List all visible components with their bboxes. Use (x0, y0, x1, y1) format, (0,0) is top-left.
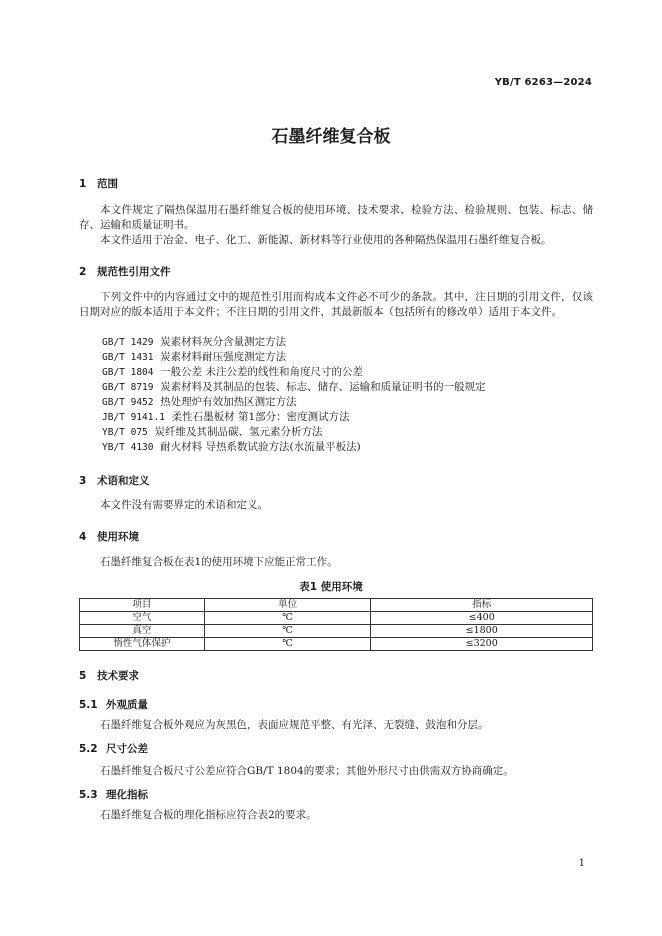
reference-name: 炭素材料耐压强度测定方法 (160, 351, 287, 363)
reference-name: 热处理炉有效加热区测定方法 (160, 396, 297, 408)
reference-code: GB/T 1804 (102, 367, 154, 378)
table-header-row (80, 599, 593, 612)
reference-code: YB/T 075 (102, 427, 148, 438)
subsection-title: 尺寸公差 (106, 743, 148, 755)
subsection-title: 理化指标 (106, 789, 148, 801)
paragraph: 本文件规定了隔热保温用石墨纤维复合板的使用环境、技术要求、检验方法、检验规则、包装、标志、储存、运输和质量证明书。 (79, 204, 593, 231)
reference-name: 炭纤维及其制品碳、氢元素分析方法 (154, 426, 323, 438)
section-title: 使用环境 (97, 531, 139, 543)
reference-code: GB/T 1431 (102, 352, 154, 363)
reference-name: 耐火材料 导热系数试验方法(水流量平板法) (160, 441, 361, 453)
paragraph: 石墨纤维复合板的理化指标应符合表2的要求。 (100, 809, 317, 821)
section-3-heading (79, 473, 150, 488)
reference-item (102, 425, 322, 440)
subsection-number: 5.2 (79, 743, 98, 755)
paragraph: 下列文件中的内容通过文中的规范性引用而构成本文件必不可少的条款。其中，注日期的引用文件，仅该日期对应的版本适用于本文件；不注日期的引用文件，其最新版本（包括所有的修改单）适用于本文件。 (79, 291, 593, 318)
section-number: 3 (79, 475, 87, 487)
section-number: 1 (79, 178, 87, 190)
table-cell: 空气 (80, 612, 205, 625)
page-title: 石墨纤维复合板 (271, 127, 391, 147)
paragraph: 本文件适用于冶金、电子、化工、新能源、新材料等行业使用的各种隔热保温用石墨纤维复合板。 (100, 234, 552, 246)
environment-table (79, 598, 593, 651)
section-number: 2 (79, 266, 87, 278)
section-title: 规范性引用文件 (97, 266, 171, 278)
table-cell: 惰性气体保护 (80, 638, 205, 651)
reference-item (102, 440, 361, 455)
section-title: 范围 (97, 178, 118, 190)
section-title: 术语和定义 (97, 475, 150, 487)
table-cell: ℃ (204, 625, 371, 638)
reference-item (102, 380, 486, 395)
section-2-heading (79, 264, 171, 279)
paragraph: 石墨纤维复合板尺寸公差应符合GB/T 1804的要求；其他外形尺寸由供需双方协商确定。 (100, 765, 514, 777)
reference-name: 一般公差 未注公差的线性和角度尺寸的公差 (160, 366, 364, 378)
table-header-cell: 指标 (371, 599, 593, 612)
reference-code: YB/T 4130 (102, 442, 154, 453)
paragraph: 本文件没有需要界定的术语和定义。 (100, 499, 268, 511)
section-number: 4 (79, 531, 87, 543)
subsection-title: 外观质量 (106, 699, 148, 711)
subsection-number: 5.3 (79, 789, 98, 801)
table-cell: ≤1800 (371, 625, 593, 638)
page-number: 1 (578, 858, 585, 869)
section-1-heading (79, 176, 118, 191)
reference-name: 柔性石墨板材 第1部分：密度测试方法 (171, 411, 350, 423)
table-row (80, 625, 593, 638)
table-header-cell: 项目 (80, 599, 205, 612)
table-caption: 表1 使用环境 (299, 581, 363, 593)
paragraph: 石墨纤维复合板外观应为灰黑色，表面应规范平整、有光泽、无裂缝、鼓泡和分层。 (100, 719, 489, 731)
table-header-cell: 单位 (204, 599, 371, 612)
subsection-5-3-heading (79, 787, 148, 802)
reference-item (102, 395, 297, 410)
table-cell: 真空 (80, 625, 205, 638)
subsection-number: 5.1 (79, 699, 98, 711)
reference-code: JB/T 9141.1 (102, 412, 165, 423)
section-number: 5 (79, 670, 87, 682)
table-cell: ≤400 (371, 612, 593, 625)
reference-item (102, 365, 363, 380)
subsection-5-1-heading (79, 697, 148, 712)
paragraph: 石墨纤维复合板在表1的使用环境下应能正常工作。 (100, 556, 338, 568)
reference-name: 炭素材料灰分含量测定方法 (160, 336, 287, 348)
table-row (80, 612, 593, 625)
section-4-heading (79, 529, 139, 544)
reference-item (102, 335, 286, 350)
section-title: 技术要求 (97, 670, 139, 682)
reference-code: GB/T 9452 (102, 397, 154, 408)
reference-name: 炭素材料及其制品的包装、标志、储存、运输和质量证明书的一般规定 (160, 381, 486, 393)
reference-item (102, 410, 350, 425)
standard-code: YB/T 6263—2024 (494, 77, 592, 88)
reference-code: GB/T 8719 (102, 382, 154, 393)
section-5-heading (79, 668, 139, 683)
table-cell: ℃ (204, 638, 371, 651)
reference-item (102, 350, 286, 365)
table-cell: ≤3200 (371, 638, 593, 651)
reference-code: GB/T 1429 (102, 337, 154, 348)
subsection-5-2-heading (79, 741, 148, 756)
table-cell: ℃ (204, 612, 371, 625)
table-row (80, 638, 593, 651)
